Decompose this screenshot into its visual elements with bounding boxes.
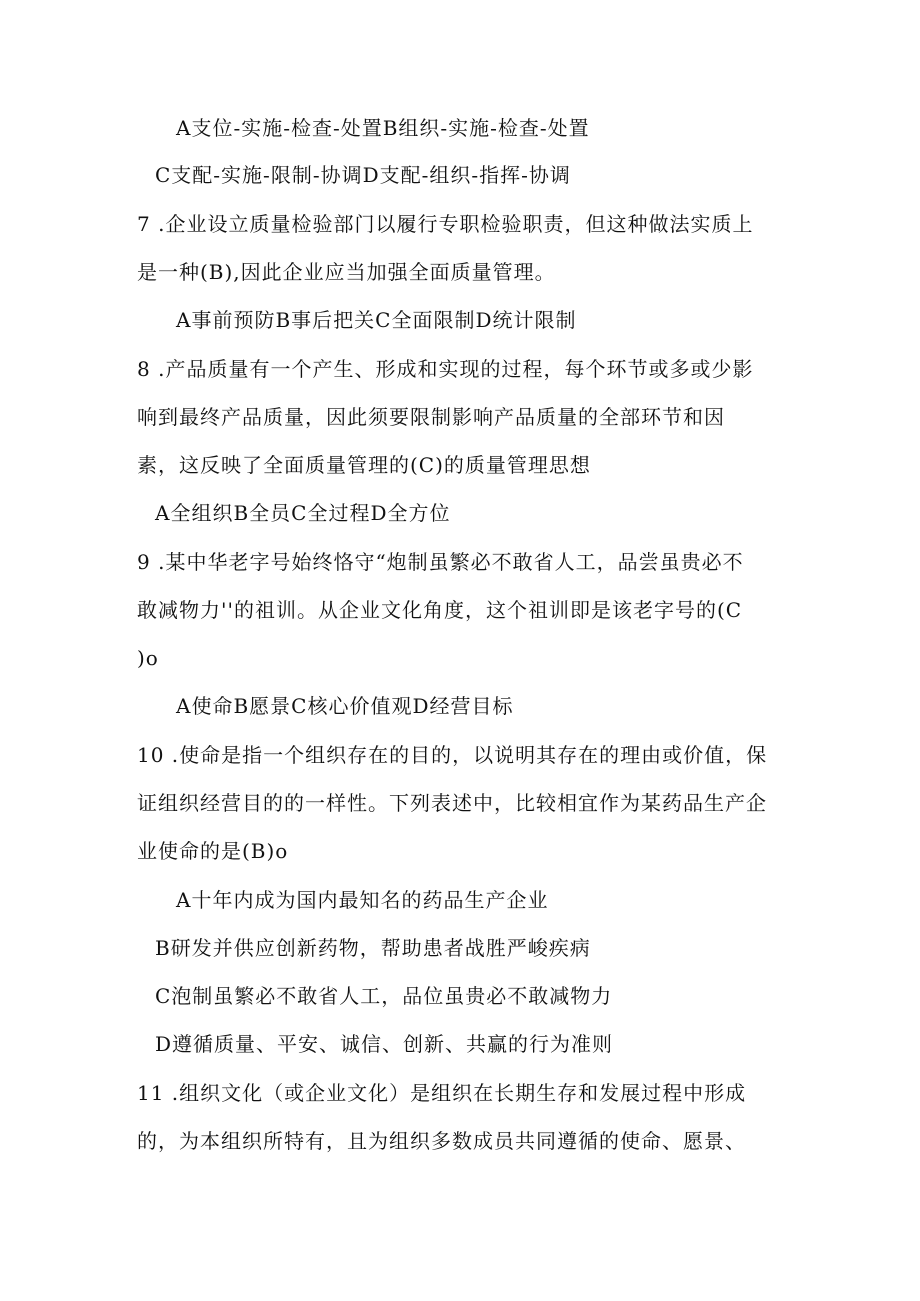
question-8-line-3: 素，这反映了全面质量管理的(C)的质量管理思想 bbox=[137, 453, 591, 477]
question-9-line-3: )o bbox=[137, 646, 159, 670]
question-11-line-2: 的，为本组织所特有，且为组织多数成员共同遵循的使命、愿景、 bbox=[137, 1129, 746, 1153]
option-q10-d: D遵循质量、平安、诚信、创新、共赢的行为准则 bbox=[155, 1032, 614, 1056]
question-9-line-1: 9 .某中华老字号始终恪守“炮制虽繁必不敢省人工，品尝虽贵必不 bbox=[137, 550, 744, 574]
question-8-line-1: 8 .产品质量有一个产生、形成和实现的过程，每个环节或多或少影 bbox=[137, 357, 754, 381]
option-line-q9: A使命B愿景C核心价值观D经营目标 bbox=[176, 694, 514, 718]
option-line-q6-cd: C支配-实施-限制-协调D支配-组织-指挥-协调 bbox=[155, 163, 571, 187]
option-q10-b: B研发并供应创新药物，帮助患者战胜严峻疾病 bbox=[155, 936, 591, 960]
question-10-line-3: 业使命的是(B)o bbox=[137, 839, 289, 863]
question-10-line-2: 证组织经营目的的一样性。下列表述中，比较相宜作为某药品生产企 bbox=[137, 791, 767, 815]
question-7-line-2: 是一种(B),因此企业应当加强全面质量管理。 bbox=[137, 260, 556, 284]
question-7-line-1: 7 .企业设立质量检验部门以履行专职检验职责，但这种做法实质上 bbox=[137, 212, 754, 236]
option-line-q8: A全组织B全员C全过程D全方位 bbox=[155, 501, 451, 525]
option-q10-c: C泡制虽繁必不敢省人工，品位虽贵必不敢减物力 bbox=[155, 984, 613, 1008]
option-line-q7: A事前预防B事后把关C全面限制D统计限制 bbox=[176, 308, 577, 332]
option-line-q6-ab: A支位-实施-检查-处置B组织-实施-检查-处置 bbox=[176, 116, 590, 140]
question-10-line-1: 10 .使命是指一个组织存在的目的，以说明其存在的理由或价值，保 bbox=[137, 743, 768, 767]
question-9-line-2: 敢减物力''的祖训。从企业文化角度，这个祖训即是该老字号的(C bbox=[137, 598, 743, 622]
option-q10-a: A十年内成为国内最知名的药品生产企业 bbox=[176, 888, 549, 912]
question-8-line-2: 响到最终产品质量，因此须要限制影响产品质量的全部环节和因 bbox=[137, 405, 725, 429]
question-11-line-1: 11 .组织文化（或企业文化）是组织在长期生存和发展过程中形成 bbox=[137, 1081, 747, 1105]
